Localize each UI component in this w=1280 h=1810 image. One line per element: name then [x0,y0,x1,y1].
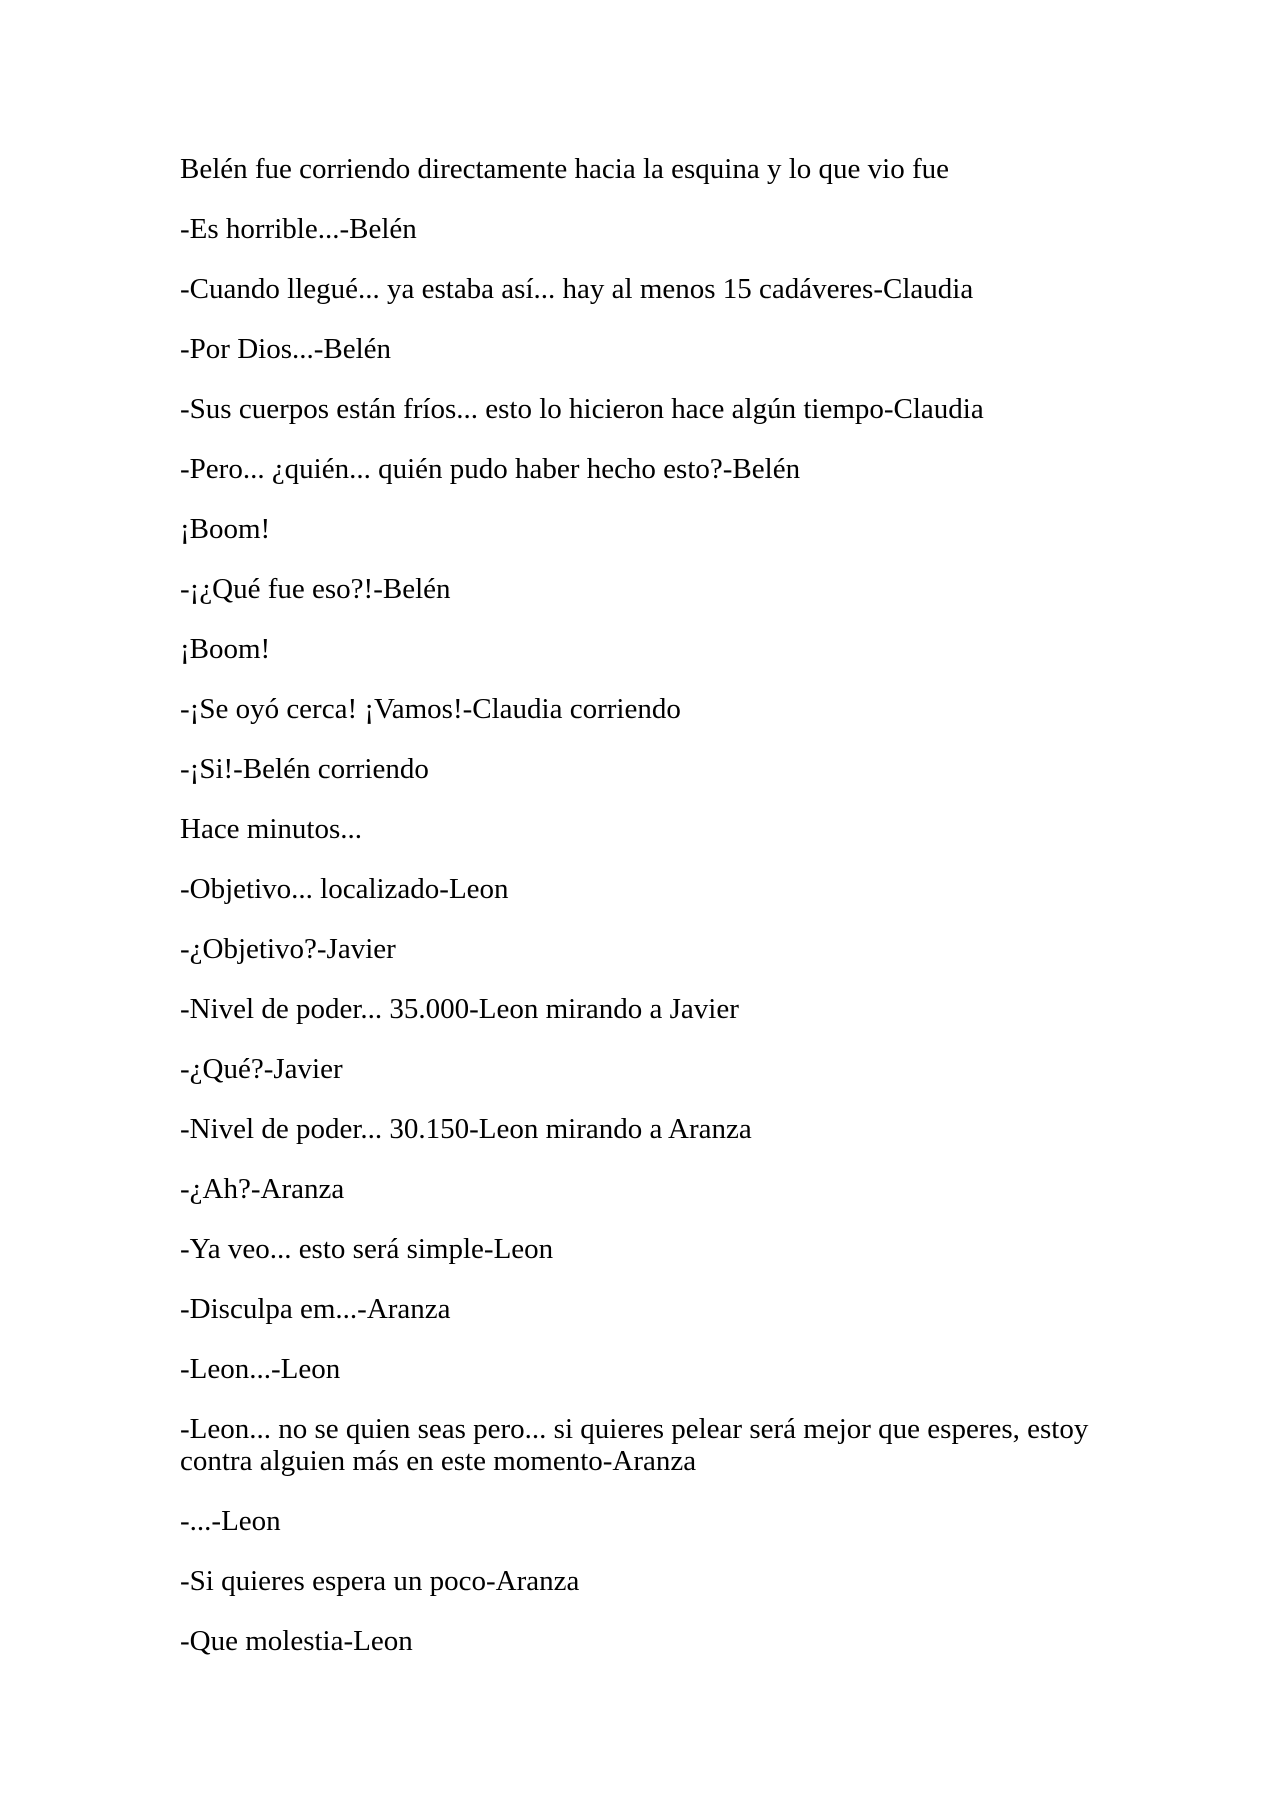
paragraph: ¡Boom! [180,633,271,665]
paragraph: -Cuando llegué... ya estaba así... hay al menos 15 cadáveres-Claudia [180,273,974,305]
paragraph: ¡Boom! [180,513,271,545]
document-content [180,153,1121,1685]
paragraph: -¿Qué?-Javier [180,1053,343,1085]
paragraph: -Disculpa em...-Aranza [180,1293,451,1325]
paragraph: Belén fue corriendo directamente hacia la esquina y lo que vio fue [180,153,949,185]
paragraph: -¿Objetivo?-Javier [180,933,396,965]
paragraph: -Nivel de poder... 30.150-Leon mirando a Aranza [180,1113,752,1145]
paragraph: -Objetivo... localizado-Leon [180,873,509,905]
paragraph: -Si quieres espera un poco-Aranza [180,1565,580,1597]
paragraph: -...-Leon [180,1505,281,1537]
paragraph: -¡¿Qué fue eso?!-Belén [180,573,451,605]
paragraph: -Ya veo... esto será simple-Leon [180,1233,554,1265]
paragraph: -Leon...-Leon [180,1353,341,1385]
paragraph: Hace minutos... [180,813,363,845]
paragraph: -¿Ah?-Aranza [180,1173,345,1205]
paragraph: -¡Se oyó cerca! ¡Vamos!-Claudia corriendo [180,693,681,725]
paragraph: -Es horrible...-Belén [180,213,417,245]
paragraph: -Leon... no se quien seas pero... si quieres pelear será mejor que esperes, estoy contra alguien más en este momento-Aranza [180,1413,1089,1477]
paragraph: -¡Si!-Belén corriendo [180,753,429,785]
paragraph: -Por Dios...-Belén [180,333,392,365]
paragraph: -Pero... ¿quién... quién pudo haber hecho esto?-Belén [180,453,801,485]
paragraph: -Que molestia-Leon [180,1625,413,1657]
paragraph: -Sus cuerpos están fríos... esto lo hicieron hace algún tiempo-Claudia [180,393,984,425]
paragraph: -Nivel de poder... 35.000-Leon mirando a Javier [180,993,739,1025]
